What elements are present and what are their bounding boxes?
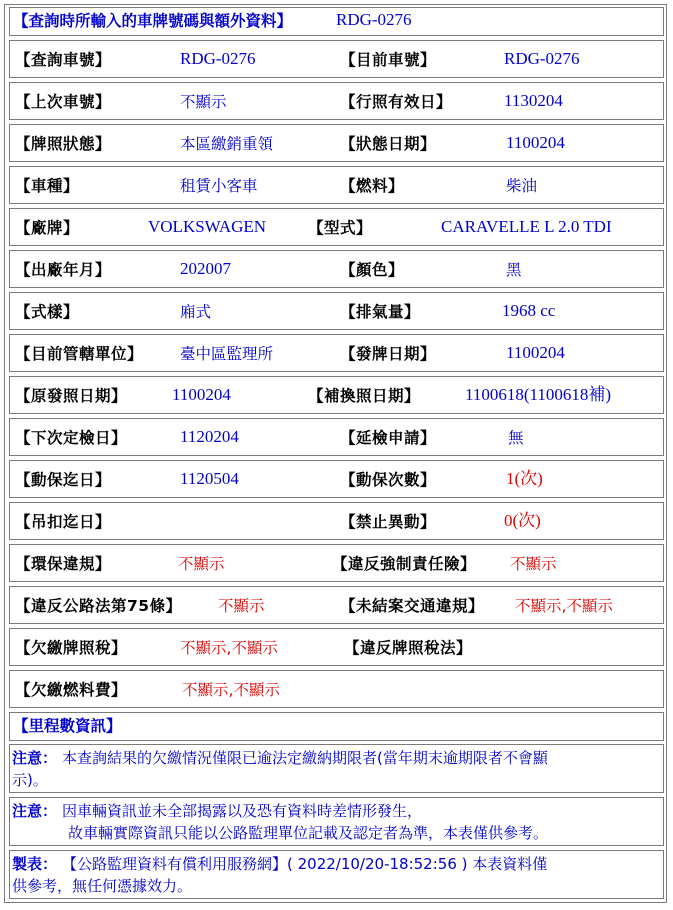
footer-text-cont: 供參考，無任何憑據效力。 (12, 877, 193, 895)
row-plate-number (9, 40, 664, 78)
row-environmental-violation (9, 544, 664, 582)
note-disclaimer-text-cont: 故車輛實際資訊只能以公路監理單位記載及認定者為準，本表僅供參考。 (68, 824, 549, 842)
label-issue-date: 【發牌日期】 (340, 345, 437, 363)
footer-text: 【公路監理資料有償利用服務網】( 2022/10/20-18:52:56 ) 本表資料僅 (62, 855, 548, 873)
row-suspension-expiry (9, 502, 664, 540)
label-previous-plate: 【上次車號】 (15, 93, 112, 111)
value-compulsory-insurance-violation: 不顯示 (510, 555, 557, 573)
value-highway-law-violation: 不顯示 (218, 597, 265, 615)
row-unpaid-license-tax (9, 628, 664, 666)
value-security-expiry: 1120504 (180, 469, 239, 488)
title-row (9, 7, 664, 36)
value-color: 黑 (506, 261, 522, 279)
value-previous-plate: 不顯示 (180, 93, 227, 111)
label-replacement-date: 【補換照日期】 (308, 387, 421, 405)
value-query-plate: RDG-0276 (180, 49, 256, 68)
note-disclaimer-text: 因車輛資訊並未全部揭露以及恐有資料時差情形發生， (62, 802, 423, 820)
value-status-date: 1100204 (506, 133, 565, 152)
label-unpaid-fuel-fee: 【欠繳燃料費】 (15, 681, 128, 699)
label-plate-status: 【牌照狀態】 (15, 135, 112, 153)
value-transfer-prohibited: 0(次) (504, 511, 541, 530)
label-vehicle-type: 【車種】 (15, 177, 80, 195)
label-unpaid-license-tax: 【欠繳牌照稅】 (15, 639, 128, 657)
value-unpaid-license-tax: 不顯示,不顯示 (180, 639, 278, 657)
row-security-expiry (9, 460, 664, 498)
value-displacement: 1968 cc (502, 301, 556, 320)
label-current-plate: 【目前車號】 (340, 51, 437, 69)
note-arrears-label: 注意： (12, 749, 58, 767)
title-plate-number: RDG-0276 (336, 10, 412, 29)
label-manufacture-date: 【出廠年月】 (15, 261, 112, 279)
value-next-inspection: 1120204 (180, 427, 239, 446)
value-replacement-date: 1100618(1100618補) (465, 385, 612, 404)
value-plate-status: 本區繳銷重領 (180, 135, 274, 153)
value-unpaid-fuel-fee: 不顯示,不顯示 (182, 681, 280, 699)
value-inspection-extension: 無 (508, 429, 524, 447)
label-highway-law-violation: 【違反公路法第75條】 (15, 597, 182, 615)
label-color: 【顏色】 (340, 261, 405, 279)
row-previous-plate (9, 82, 664, 120)
label-environmental-violation: 【環保違規】 (15, 555, 112, 573)
row-jurisdiction (9, 334, 664, 372)
row-vehicle-type (9, 166, 664, 204)
mileage-title: 【里程數資訊】 (13, 717, 122, 735)
value-vehicle-type: 租賃小客車 (180, 177, 258, 195)
value-environmental-violation: 不顯示 (178, 555, 225, 573)
label-brand: 【廠牌】 (15, 219, 80, 237)
mileage-section (9, 712, 664, 741)
value-model: CARAVELLE L 2.0 TDI (441, 217, 612, 236)
label-security-count: 【動保次數】 (340, 471, 437, 489)
footer-label: 製表： (12, 855, 58, 873)
label-original-license-date: 【原發照日期】 (15, 387, 128, 405)
value-original-license-date: 1100204 (172, 385, 231, 404)
label-license-valid-date: 【行照有效日】 (340, 93, 453, 111)
value-fuel: 柴油 (506, 177, 538, 195)
note-disclaimer-label: 注意： (12, 802, 58, 820)
value-manufacture-date: 202007 (180, 259, 231, 278)
label-suspension-expiry: 【吊扣迄日】 (15, 513, 112, 531)
row-manufacture-date (9, 250, 664, 288)
note-arrears-text-cont: 示)。 (12, 771, 48, 789)
title-label: 【查詢時所輸入的車牌號碼與額外資料】 (13, 12, 293, 30)
row-original-license-date (9, 376, 664, 414)
value-current-plate: RDG-0276 (504, 49, 580, 68)
label-model: 【型式】 (308, 219, 373, 237)
label-pending-traffic-violation: 【未結案交通違規】 (340, 597, 485, 615)
note-arrears-text: 本查詢結果的欠繳情況僅限已逾法定繳納期限者(當年期末逾期限者不會顯 (62, 749, 548, 767)
footer-credit (9, 850, 664, 899)
label-displacement: 【排氣量】 (340, 303, 421, 321)
row-highway-law-violation (9, 586, 664, 624)
label-query-plate: 【查詢車號】 (15, 51, 112, 69)
value-jurisdiction: 臺中區監理所 (180, 345, 274, 363)
label-status-date: 【狀態日期】 (340, 135, 437, 153)
value-issue-date: 1100204 (506, 343, 565, 362)
label-fuel: 【燃料】 (340, 177, 405, 195)
label-license-tax-violation: 【違反牌照稅法】 (344, 639, 473, 657)
label-jurisdiction: 【目前管轄單位】 (15, 345, 144, 363)
row-body-style (9, 292, 664, 330)
label-compulsory-insurance-violation: 【違反強制責任險】 (332, 555, 477, 573)
value-body-style: 廂式 (180, 303, 212, 321)
row-plate-status (9, 124, 664, 162)
note-arrears (9, 744, 664, 793)
value-brand: VOLKSWAGEN (148, 217, 267, 236)
value-security-count: 1(次) (506, 469, 543, 488)
label-body-style: 【式樣】 (15, 303, 80, 321)
row-brand (9, 208, 664, 246)
label-security-expiry: 【動保迄日】 (15, 471, 112, 489)
label-inspection-extension: 【延檢申請】 (340, 429, 437, 447)
row-unpaid-fuel-fee (9, 670, 664, 708)
label-next-inspection: 【下次定檢日】 (15, 429, 128, 447)
row-next-inspection (9, 418, 664, 456)
value-license-valid-date: 1130204 (504, 91, 563, 110)
note-disclaimer (9, 797, 664, 846)
value-pending-traffic-violation: 不顯示,不顯示 (515, 597, 613, 615)
label-transfer-prohibited: 【禁止異動】 (340, 513, 437, 531)
